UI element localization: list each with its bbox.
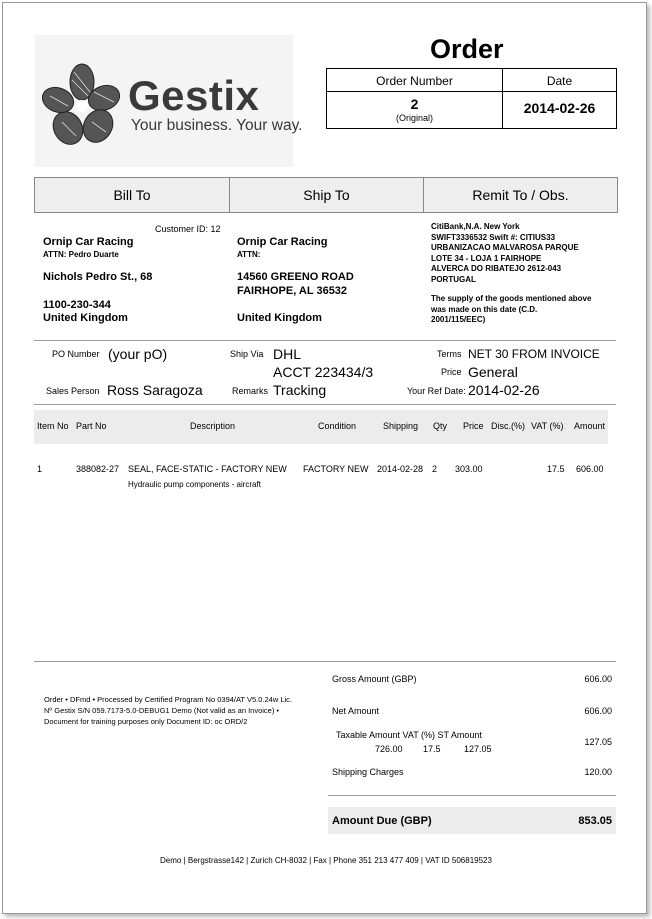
bill-to-postal: 1100-230-344 bbox=[43, 299, 111, 311]
ship-to-country: United Kingdom bbox=[237, 312, 322, 324]
ship-via-value: DHL bbox=[273, 346, 302, 362]
logo-wordmark: Gestix bbox=[128, 72, 260, 119]
col-vat: VAT (%) bbox=[531, 421, 564, 431]
price-label: Price bbox=[441, 367, 462, 377]
remit-line: CitiBank,N.A. New York bbox=[431, 222, 520, 231]
remit-line: SWIFT3336532 Swift #: CITIUS33 bbox=[431, 232, 556, 242]
remit-line: ALVERCA DO RIBATEJO 2612-043 bbox=[431, 264, 562, 273]
remit-line: URBANIZACAO MALVAROSA PARQUE bbox=[431, 243, 579, 252]
ship-to-street: 14560 GREENO ROAD bbox=[237, 271, 354, 283]
ship-via-label: Ship Via bbox=[230, 349, 264, 359]
price-value: General bbox=[468, 364, 518, 380]
po-number-label: PO Number bbox=[52, 349, 100, 359]
gross-amount-label: Gross Amount (GBP) bbox=[332, 674, 417, 684]
supply-note-line: was made on this date (C.D. bbox=[431, 304, 538, 314]
remit-to-block bbox=[431, 222, 591, 326]
shipping-charges-value: 120.00 bbox=[584, 767, 612, 777]
tax-total-value: 127.05 bbox=[584, 737, 612, 747]
address-section-header bbox=[34, 177, 618, 213]
net-amount-value: 606.00 bbox=[584, 706, 612, 716]
order-number-label: Order Number bbox=[376, 74, 453, 88]
amount-due-value: 853.05 bbox=[578, 815, 612, 827]
item-vat: 17.5 bbox=[547, 464, 565, 474]
terms-label: Terms bbox=[437, 349, 462, 359]
customer-id: Customer ID: 12 bbox=[155, 224, 221, 234]
col-amount: Amount bbox=[574, 421, 606, 431]
remarks-label: Remarks bbox=[232, 386, 269, 396]
ship-account: ACCT 223434/3 bbox=[273, 364, 374, 380]
company-footer: Demo | Bergstrasse142 | Zurich CH-8032 | Fax | Phone 351 213 477 409 | VAT ID 506819523 bbox=[160, 856, 492, 865]
bill-to-attn: ATTN: Pedro Duarte bbox=[43, 250, 119, 259]
tax-header-label: Taxable Amount VAT (%) ST Amount bbox=[336, 730, 482, 740]
ship-to-name: Ornip Car Racing bbox=[237, 236, 328, 248]
logo-tagline: Your business. Your way. bbox=[131, 117, 303, 134]
document-title: Order bbox=[430, 34, 504, 64]
footnote-line: Order • DFmd • Processed by Certified Program No 0394/AT V5.0.24w Lic. bbox=[44, 695, 292, 704]
ref-date-label: Your Ref Date: bbox=[407, 386, 466, 396]
remarks-value: Tracking bbox=[273, 382, 327, 398]
sales-person-value: Ross Saragoza bbox=[107, 382, 203, 398]
tax-amount: 127.05 bbox=[464, 744, 492, 754]
remit-to-header: Remit To / Obs. bbox=[472, 187, 569, 203]
item-description: SEAL, FACE-STATIC - FACTORY NEW bbox=[128, 464, 287, 474]
item-amount: 606.00 bbox=[576, 464, 604, 474]
processing-footnote bbox=[44, 694, 292, 727]
footnote-line: Document for training purposes only Document ID: oc ORD/2 bbox=[44, 717, 248, 726]
divider bbox=[34, 340, 616, 341]
supply-note-line: The supply of the goods mentioned above bbox=[431, 294, 592, 303]
ship-to-city: FAIRHOPE, AL 36532 bbox=[237, 285, 348, 297]
divider bbox=[328, 795, 616, 796]
item-no: 1 bbox=[37, 464, 43, 474]
tax-rate: 17.5 bbox=[423, 744, 441, 754]
col-description: Description bbox=[190, 421, 236, 431]
col-condition: Condition bbox=[318, 421, 357, 431]
col-qty: Qty bbox=[433, 421, 448, 431]
amount-due-label: Amount Due (GBP) bbox=[332, 815, 432, 827]
remit-line: LOTE 34 - LOJA 1 FAIRHOPE bbox=[431, 253, 542, 263]
part-no: 388082-27 bbox=[76, 464, 120, 474]
po-number-value: (your pO) bbox=[108, 346, 168, 362]
order-info-box bbox=[326, 68, 617, 129]
ship-to-header: Ship To bbox=[230, 178, 424, 212]
shipping-charges-label: Shipping Charges bbox=[332, 767, 404, 777]
bill-to-name: Ornip Car Racing bbox=[43, 236, 134, 248]
order-date: 2014-02-26 bbox=[523, 100, 596, 116]
sales-person-label: Sales Person bbox=[46, 386, 100, 396]
date-label: Date bbox=[546, 74, 573, 88]
copy-type: (Original) bbox=[395, 113, 433, 123]
bill-to-header: Bill To bbox=[35, 178, 230, 212]
item-price: 303.00 bbox=[455, 464, 483, 474]
item-condition: FACTORY NEW bbox=[303, 464, 369, 474]
remit-line: PORTUGAL bbox=[431, 274, 476, 284]
bill-to-country: United Kingdom bbox=[43, 312, 128, 324]
item-subdescription: Hydraulic pump components - aircraft bbox=[128, 480, 261, 489]
col-shipping: Shipping bbox=[383, 421, 419, 431]
ship-to-attn: ATTN: bbox=[237, 250, 261, 259]
col-item-no: Item No bbox=[37, 421, 69, 431]
bill-to-street: Nichols Pedro St., 68 bbox=[43, 271, 153, 283]
ref-date-value: 2014-02-26 bbox=[468, 382, 540, 398]
flower-logo-icon bbox=[42, 62, 122, 150]
divider bbox=[34, 404, 616, 405]
item-shipping-date: 2014-02-28 bbox=[377, 464, 424, 474]
supply-note-line: 2001/115/EEC) bbox=[431, 315, 486, 324]
gross-amount-value: 606.00 bbox=[584, 674, 612, 684]
footnote-line: Nº Gestix S/N 059.7173-5.0-DEBUG1 Demo (Not valid as an Invoice) • bbox=[44, 706, 280, 715]
col-price: Price bbox=[463, 421, 484, 431]
terms-value: NET 30 FROM INVOICE bbox=[468, 347, 600, 361]
divider bbox=[34, 661, 616, 662]
taxable-amount: 726.00 bbox=[375, 744, 403, 754]
col-part-no: Part No bbox=[76, 421, 107, 431]
net-amount-label: Net Amount bbox=[332, 706, 380, 716]
order-number: 2 bbox=[410, 96, 419, 112]
item-qty: 2 bbox=[432, 464, 438, 474]
col-disc: Disc.(%) bbox=[491, 421, 525, 431]
